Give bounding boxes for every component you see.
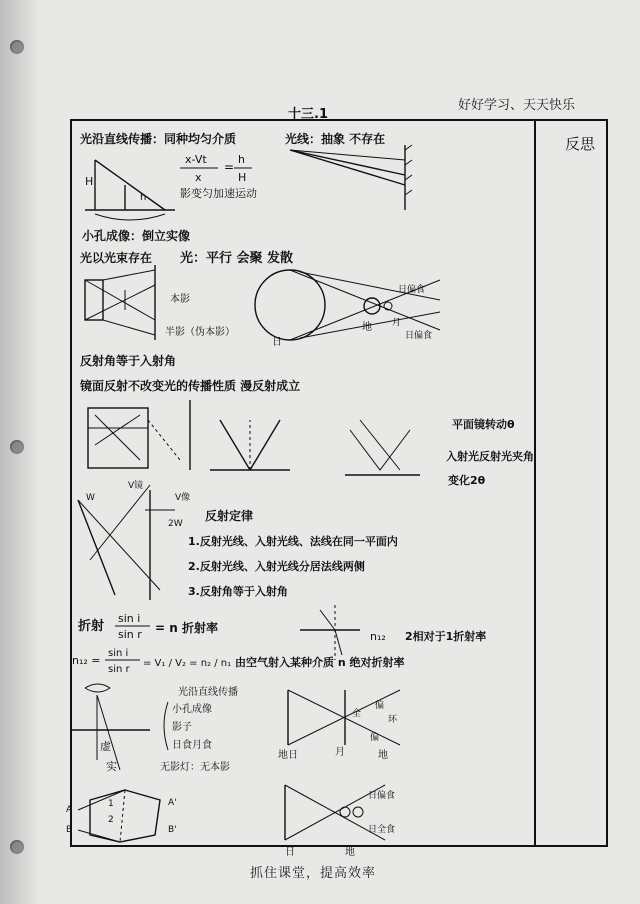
svg-text:偏: 偏 (375, 701, 385, 711)
n12-sin-i: sin i (108, 648, 129, 659)
velocity-figure (78, 479, 190, 600)
formula-rhs-num: h (238, 153, 245, 166)
svg-text:V镜: V镜 (128, 481, 144, 491)
svg-text:日: 日 (285, 847, 295, 858)
formula-den: x (195, 171, 202, 184)
header-motto: 好好学习、天天快乐 (458, 98, 576, 113)
n12-v: = V₁ / V₂ = n₂ / n₁ (143, 658, 232, 669)
sun-moon-figure (285, 785, 395, 858)
svg-text:半影（伪本影）: 半影（伪本影） (165, 327, 235, 338)
brace-2: 影子 (172, 722, 192, 733)
formula-rhs-den: H (238, 171, 247, 184)
snell-sin-r: sin r (118, 628, 142, 641)
footer-slogan: 抓住课堂，提高效率 (250, 866, 377, 881)
beam-types-text: 光：平行 会聚 发散 (180, 251, 294, 266)
eye-figure (72, 684, 150, 773)
rotate-note: 平面镜转动θ (452, 418, 515, 431)
refraction-figure (300, 605, 360, 660)
notes-title: 十三.1 (288, 107, 328, 122)
n12-sin-r: sin r (108, 664, 130, 675)
svg-text:实: 实 (106, 760, 117, 773)
brace-1: 小孔成像 (172, 704, 212, 715)
svg-text:W: W (86, 493, 95, 503)
eclipse-cone-figure (278, 690, 400, 761)
svg-text:=: = (224, 160, 235, 174)
shadow-figure (85, 160, 175, 220)
light-line-text: 光沿直线传播 (178, 687, 238, 698)
n12-note: 2相对于1折射率 (405, 630, 487, 643)
formula-note: 影变匀加速运动 (180, 187, 257, 200)
svg-text:B': B' (168, 825, 177, 835)
law-3: 3.反射角等于入射角 (188, 585, 288, 598)
svg-text:环: 环 (388, 715, 398, 725)
svg-text:地日: 地日 (278, 750, 298, 761)
svg-text:虚: 虚 (100, 740, 111, 753)
pinhole-text: 小孔成像：倒立实像 (82, 229, 191, 243)
no-shadow-text: 无影灯：无本影 (160, 762, 230, 773)
wall-rays-figure (290, 145, 412, 210)
svg-text:日偏食: 日偏食 (368, 791, 396, 801)
law-2: 2.反射光线、入射光线分居法线两侧 (188, 560, 365, 573)
brace-3: 日食月食 (172, 740, 212, 751)
snell-sin-i: sin i (118, 612, 141, 625)
mirror-note-text: 镜面反射不改变光的传播性质 漫反射成立 (80, 379, 301, 393)
svg-text:月: 月 (335, 747, 345, 758)
svg-text:日偏食: 日偏食 (398, 285, 426, 295)
svg-text:V像: V像 (175, 493, 191, 503)
mirror-figure (88, 400, 420, 475)
svg-text:日全食: 日全食 (368, 825, 396, 835)
svg-text:2: 2 (108, 815, 114, 825)
rotate-note3: 变化2θ (448, 474, 486, 487)
svg-text:A': A' (168, 798, 177, 808)
snell-eq: = n 折射率 (155, 621, 218, 635)
umbra-figure (85, 265, 235, 340)
n12-note2: 由空气射入某种介质 n 绝对折射率 (235, 656, 405, 669)
prism-figure (66, 790, 177, 842)
light-ray-text: 光线：抽象 不存在 (285, 132, 386, 146)
svg-text:全: 全 (352, 709, 362, 719)
rotate-note2: 入射光反射光夹角 (446, 450, 534, 463)
svg-text:地: 地 (345, 847, 355, 858)
n12-label: n₁₂ (370, 630, 386, 643)
svg-text:1: 1 (108, 799, 114, 809)
svg-text:H: H (85, 175, 94, 188)
svg-text:2W: 2W (168, 519, 183, 529)
svg-text:A: A (66, 805, 73, 815)
svg-text:日偏食: 日偏食 (405, 331, 433, 341)
svg-text:地: 地 (378, 750, 388, 761)
svg-text:日: 日 (272, 337, 282, 348)
svg-text:B: B (66, 825, 73, 835)
eclipse-figure (255, 270, 440, 348)
propagation-text: 光沿直线传播：同种均匀介质 (80, 132, 237, 146)
beam-exists-text: 光以光束存在 (80, 251, 153, 265)
svg-text:本影: 本影 (170, 294, 190, 305)
law-1: 1.反射光线、入射光线、法线在同一平面内 (188, 535, 398, 548)
law-title: 反射定律 (205, 509, 254, 523)
svg-text:偏: 偏 (370, 733, 380, 743)
svg-text:地: 地 (362, 322, 372, 333)
snell-lead: 折射 (78, 619, 105, 634)
formula-num: x-Vt (185, 153, 207, 166)
refl-angle-text: 反射角等于入射角 (80, 354, 177, 368)
n12-formula: n₁₂ = (72, 654, 101, 667)
svg-text:h: h (140, 192, 147, 203)
svg-text:月: 月 (392, 318, 402, 328)
reflection-column-title: 反思 (565, 135, 596, 153)
